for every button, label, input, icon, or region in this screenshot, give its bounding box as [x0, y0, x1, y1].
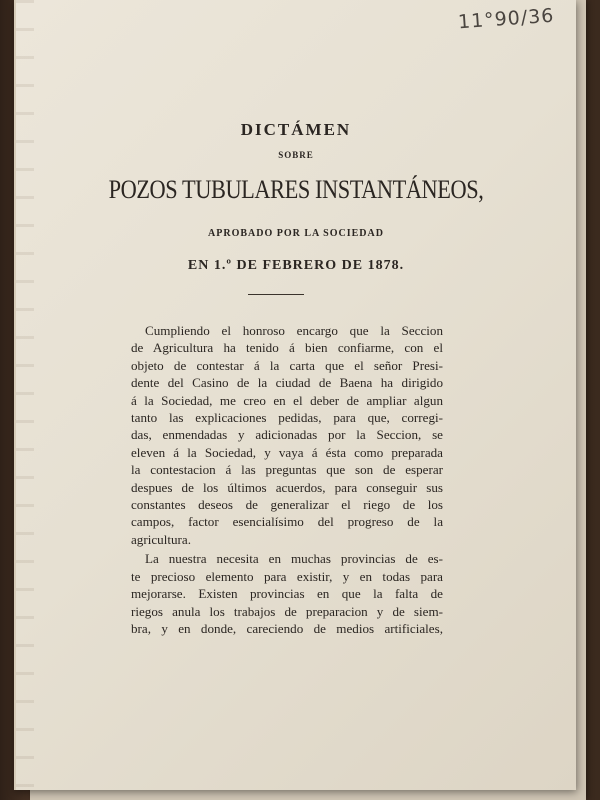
text-line: mejorarse. Existen provincias en que la falta de: [131, 586, 443, 602]
text-line: campos, factor esencialísimo del progreso de la: [131, 514, 443, 530]
document-subject: POZOS TUBULARES INSTANTÁNEOS,: [108, 175, 484, 204]
approval-line: APROBADO POR LA SOCIEDAD: [208, 228, 384, 239]
text-line: la contestacion á las preguntas que son de esperar: [131, 462, 443, 478]
handwritten-annotation: 11°90/36: [456, 4, 555, 34]
text-line: despues de los últimos acuerdos, para conseguir sus: [131, 479, 443, 495]
body-text: [131, 322, 443, 637]
text-line: á la Sociedad, me creo en el deber de ampliar algun: [131, 392, 443, 408]
text-line: bra, y en donde, careciendo de medios artificiales,: [131, 620, 443, 636]
text-line: de Agricultura ha tenido á bien confiarme, con el: [131, 340, 443, 356]
title-sobre: SOBRE: [278, 150, 314, 160]
document-title: DICTÁMEN: [240, 120, 352, 139]
text-line: La nuestra necesita en muchas provincias de es-: [145, 551, 443, 567]
text-line: das, enmendadas y adicionadas por la Seccion, se: [131, 427, 443, 443]
text-line: eleven á la Sociedad, y vaya á ésta como preparada: [131, 444, 443, 460]
paragraph-2: [131, 550, 443, 637]
text-line: tanto las explicaciones pedidas, para que, corregi-: [131, 410, 443, 426]
text-line: riegos anula los trabajos de preparacion y de siem-: [131, 603, 443, 619]
text-line: constantes deseos de generalizar el riego de los: [131, 497, 443, 513]
text-line: objeto de contestar á la carta que el señor Presi-: [131, 357, 443, 373]
paragraph-1: [131, 322, 443, 548]
title-divider: [248, 294, 304, 295]
text-line: dente del Casino de la ciudad de Baena ha dirigido: [131, 375, 443, 391]
text-line: agricultura.: [131, 531, 191, 547]
document-date: EN 1.º DE FEBRERO DE 1878.: [187, 258, 405, 273]
text-line: Cumpliendo el honroso encargo que la Seccion: [145, 323, 443, 338]
page-edge-wear: [16, 0, 34, 790]
text-line: te precioso elemento para existir, y en todas para: [131, 568, 443, 584]
document-page: [14, 0, 576, 790]
